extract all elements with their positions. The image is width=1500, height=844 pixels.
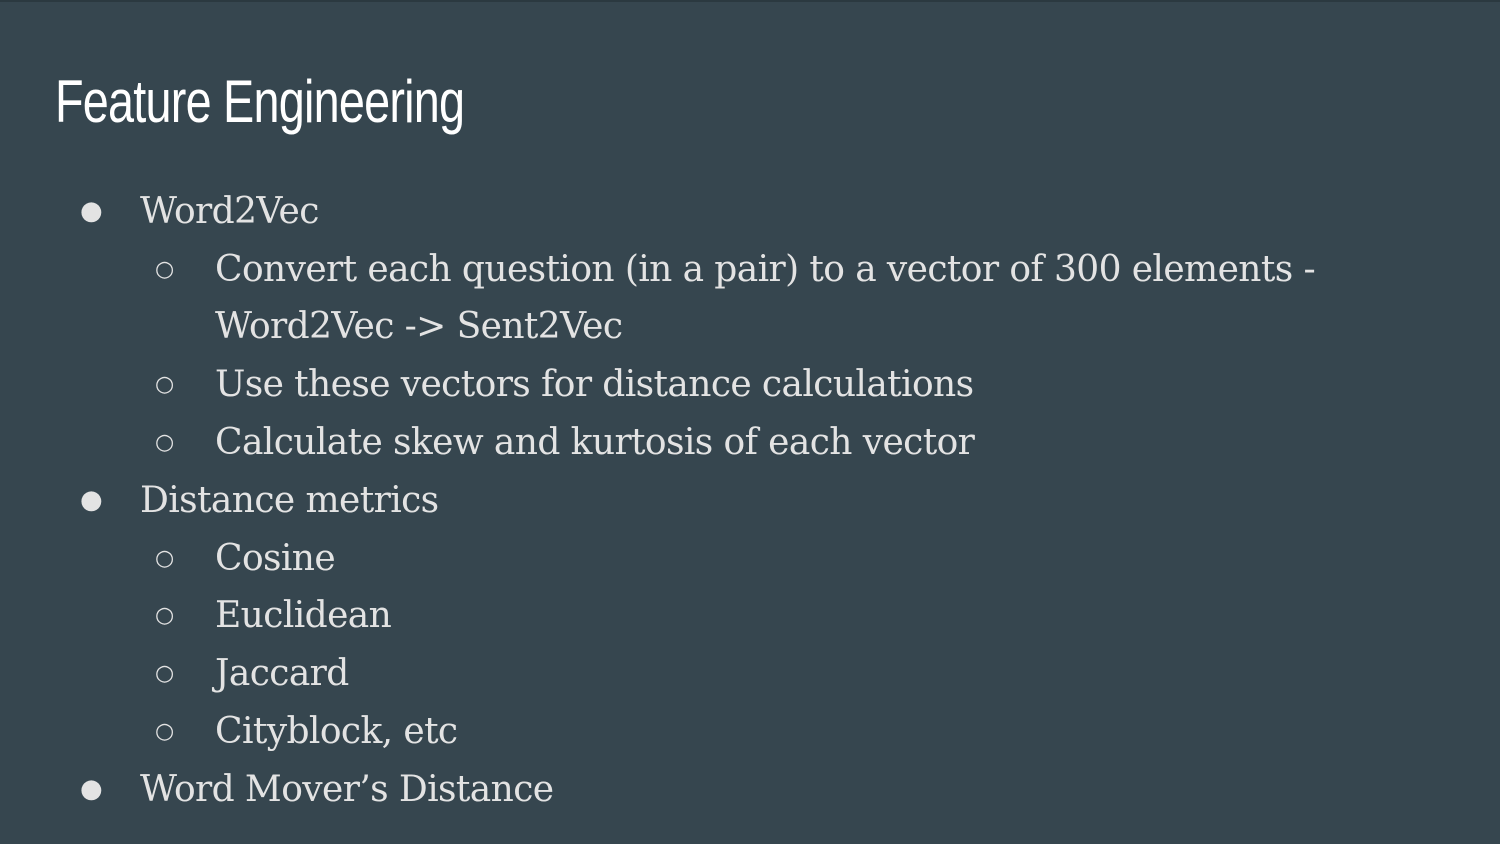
sub-bullet-text: Cityblock, etc (215, 711, 458, 752)
bullet-text: Word Mover’s Distance (140, 769, 554, 810)
hollow-bullet-icon: ○ (155, 603, 175, 628)
sub-bullet-text-line1: Convert each question (in a pair) to a vector of 300 elements - (215, 249, 1316, 290)
slide-top-border (0, 0, 1500, 2)
sub-bullet-text: Cosine (215, 538, 336, 579)
sub-bullet-text: Euclidean (215, 595, 392, 636)
sub-bullet-text: Jaccard (215, 653, 349, 694)
filled-bullet-icon: ● (80, 196, 103, 226)
hollow-bullet-icon: ○ (155, 372, 175, 397)
filled-bullet-icon: ● (80, 774, 103, 804)
bullet-text: Word2Vec (140, 191, 319, 232)
hollow-bullet-icon: ○ (155, 661, 175, 686)
sub-bullet-text-line2: Word2Vec -> Sent2Vec (215, 306, 623, 347)
slide-title: Feature Engineering (55, 68, 465, 135)
bullet-text: Distance metrics (140, 480, 439, 521)
hollow-bullet-icon: ○ (155, 430, 175, 455)
sub-bullet-text: Use these vectors for distance calculations (215, 364, 974, 405)
hollow-bullet-icon: ○ (155, 257, 175, 282)
hollow-bullet-icon: ○ (155, 719, 175, 744)
filled-bullet-icon: ● (80, 485, 103, 515)
hollow-bullet-icon: ○ (155, 546, 175, 571)
sub-bullet-text: Calculate skew and kurtosis of each vector (215, 422, 975, 463)
